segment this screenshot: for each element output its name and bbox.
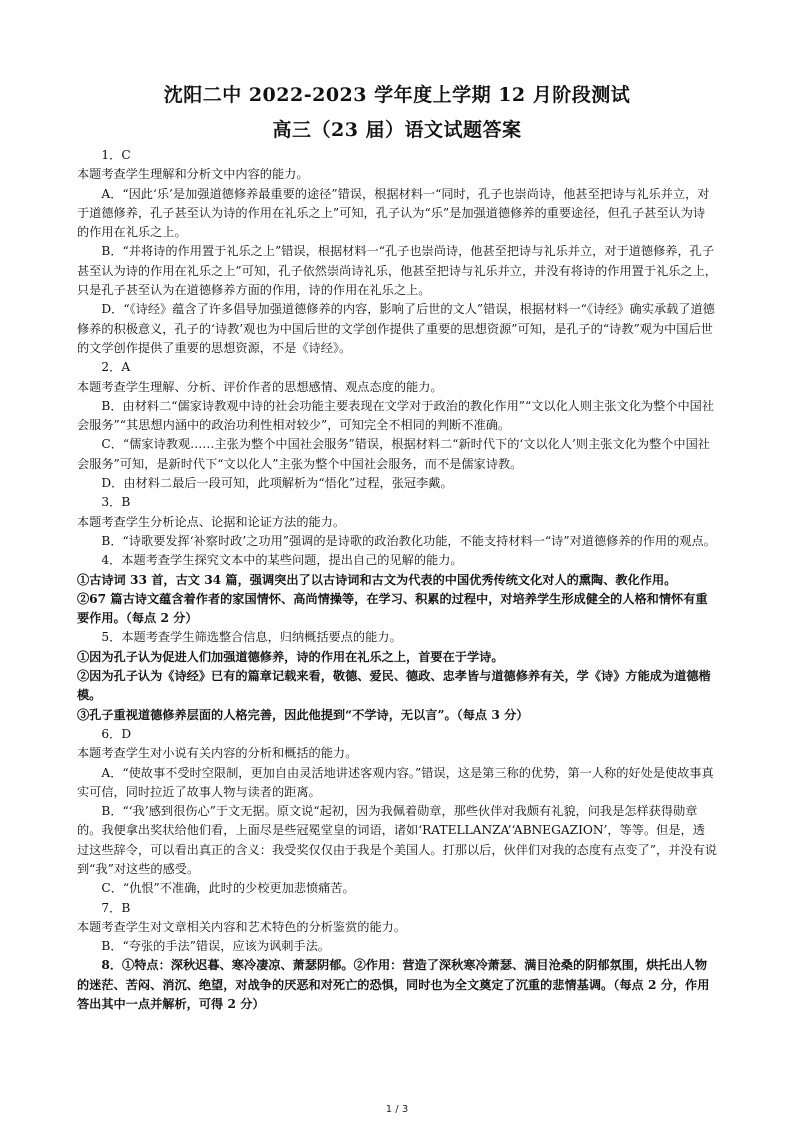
paragraph: ②因为孔子认为《诗经》已有的篇章记载来看，敬德、爱民、德政、忠孝皆与道德修养有关，学《诗》方能成为道德楷模。 bbox=[77, 669, 711, 703]
paragraph: 5．本题考查学生筛选整合信息，归纳概括要点的能力。 bbox=[101, 630, 402, 645]
paragraph: 1．C bbox=[101, 148, 131, 162]
document-subtitle: 高三（23 届）语文试题答案 bbox=[272, 119, 522, 141]
page-number: 1 / 3 bbox=[385, 1104, 409, 1115]
paragraph: 4．本题考查学生探究文本中的某些问题，提出自己的见解的能力。 bbox=[101, 553, 463, 568]
paragraph: B．由材料二“儒家诗教观中诗的社会功能主要表现在文学对于政治的教化作用”“文以化人则主张文化为整个中国社会服务”“其思想内涵中的政治功利性相对较少”，可知完全不相同的判断不准确。 bbox=[77, 398, 715, 433]
paragraph: D．由材料二最后一段可知，此项解析为“悟化”过程，张冠李戴。 bbox=[101, 476, 453, 491]
document-title: 沈阳二中 2022-2023 学年度上学期 12 月阶段测试 bbox=[163, 84, 631, 106]
paragraph: B．“并将诗的作用置于礼乐之上”错误，根据材料一“孔子也崇尚诗，他甚至把诗与礼乐并立，对于道德修养，孔子甚至认为诗的作用在礼乐之上”可知，孔子依然崇尚诗礼乐，他甚至把诗与礼乐并立，并没有将诗的作用置于礼乐之上，只是孔子甚至认为在道德修养方面的作用，诗的作用在礼乐之上。 bbox=[77, 244, 717, 298]
paragraph: 本题考查学生对文章相关内容和艺术特色的分析鉴赏的能力。 bbox=[77, 919, 407, 934]
paragraph: ③孔子重视道德修养层面的人格完善，因此他提到“不学诗，无以言”。（每点 3 分） bbox=[77, 707, 529, 722]
paragraph: A．“因此‘乐’是加强道德修养最重要的途径”错误，根据材料一“同时，孔子也崇尚诗，他甚至把诗与礼乐并立，对于道德修养，孔子甚至认为诗的作用在礼乐之上”可知，孔子认为“乐”是加强道德修养的重要途径，但孔子甚至认为诗的作用在礼乐之上。 bbox=[77, 186, 710, 240]
paragraph: 8．①特点：深秋迟暮、寒冷凄凉、萧瑟阴郁。②作用：营造了深秋寒冷萧瑟、满目沧桑的阴郁氛围，烘托出人物的迷茫、苦闷、消沉、绝望，对战争的厌恶和对死亡的恐惧，同时也为全文奠定了沉重的悲情基调。（每点 2 分，作用答出其中一点并解析，可得 2 分） bbox=[77, 958, 710, 1012]
paragraph: ①因为孔子认为促进人们加强道德修养，诗的作用在礼乐之上，首要在于学诗。 bbox=[77, 649, 504, 664]
answer-content bbox=[77, 146, 717, 1014]
paragraph: B．“‘我’感到很伤心”于文无据。原文说“起初，因为我佩着勋章，那些伙伴对我颇有礼貌，问我是怎样获得勋章的。我便拿出奖状给他们看，上面尽是些冠冕堂皇的词语，诸如‘RATELLANZA’‘ABNEGAZION’，等等。但是，透过这些辞令，可以看出真正的含义：我受奖仅仅由于我是个美国人。打那以后，伙伴们对我的态度有点变了”，并没有说到“我”对这些的感受。 bbox=[77, 804, 717, 876]
paragraph: 本题考查学生理解和分析文中内容的能力。 bbox=[77, 167, 309, 182]
paragraph: 本题考查学生理解、分析、评价作者的思想感情、观点态度的能力。 bbox=[77, 379, 443, 394]
paragraph: 7．B bbox=[101, 900, 131, 915]
paragraph: B．“诗歌要发挥‘补察时政’之功用”强调的是诗歌的政治教化功能，不能支持材料一“诗”对道德修养的作用的观点。 bbox=[101, 533, 716, 548]
paragraph: B．“夸张的手法”错误，应该为讽刺手法。 bbox=[101, 939, 330, 954]
paragraph: D．“《诗经》蕴含了许多倡导加强道德修养的内容，影响了后世的文人”错误，根据材料一“《诗经》确实承载了道德修养的积极意义，孔子的‘诗教’观也为中国后世的文学创作提供了重要的思想资源”可知，是孔子的“诗教”观为中国后世的文学创作提供了重要的思想资源，不是《诗经》。 bbox=[77, 302, 715, 355]
paragraph: 本题考查学生分析论点、论据和论证方法的能力。 bbox=[77, 514, 346, 529]
paragraph: A．“使故事不受时空限制，更加自由灵活地讲述客观内容。”错误，这是第三称的优势，第一人称的好处是使故事真实可信，同时拉近了故事人物与读者的距离。 bbox=[77, 765, 714, 799]
paragraph: 6．D bbox=[101, 726, 132, 741]
paragraph: 2．A bbox=[101, 360, 131, 375]
paragraph: ①古诗词 33 首，古文 34 篇，强调突出了以古诗词和古文为代表的中国优秀传统文化对人的熏陶、教化作用。 bbox=[77, 572, 677, 587]
paragraph: ②67 篇古诗文蕴含着作者的家国情怀、高尚情操等，在学习、积累的过程中，对培养学生形成健全的人格和情怀有重要作用。（每点 2 分） bbox=[77, 591, 708, 626]
paragraph: C．“儒家诗教观……主张为整个中国社会服务”错误，根据材料二“新时代下的‘文以化人’则主张文化为整个中国社会服务”可知，是新时代下“文以化人”主张为整个中国社会服务，而不是儒家诗教。 bbox=[77, 437, 710, 471]
paragraph: 本题考查学生对小说有关内容的分析和概括的能力。 bbox=[77, 746, 358, 761]
paragraph: 3．B bbox=[101, 495, 131, 510]
paragraph: C．“仇恨”不准确，此时的少校更加悲愤痛苦。 bbox=[101, 881, 355, 896]
